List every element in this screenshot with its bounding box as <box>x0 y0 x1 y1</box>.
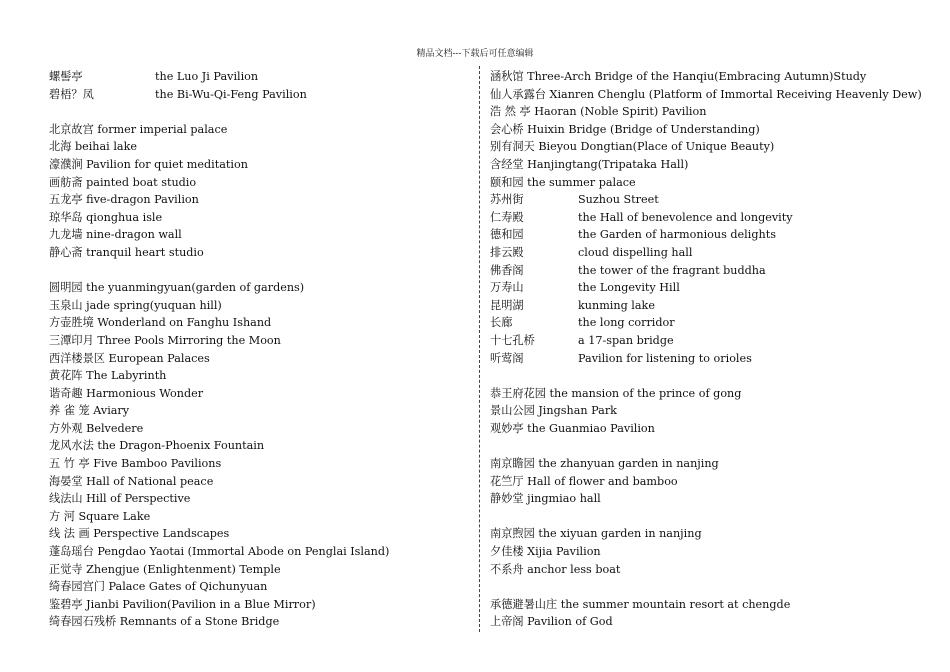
chinese-term: 谐奇趣 <box>49 386 83 400</box>
english-translation: a 17-span bridge <box>578 333 674 347</box>
glossary-entry <box>49 121 469 139</box>
glossary-entry <box>490 455 920 473</box>
chinese-term: 仙人承露台 <box>490 87 546 101</box>
chinese-term: 十七孔桥 <box>490 333 535 347</box>
glossary-entry <box>49 314 469 332</box>
glossary-entry <box>49 209 469 227</box>
blank-line <box>490 508 920 526</box>
english-translation: anchor less boat <box>523 562 621 576</box>
glossary-entry <box>490 314 920 332</box>
english-translation: painted boat studio <box>82 175 197 189</box>
glossary-entry <box>490 297 920 315</box>
glossary-entry <box>490 121 920 139</box>
glossary-entry <box>490 262 920 280</box>
glossary-entry <box>49 86 469 104</box>
glossary-entry <box>49 561 469 579</box>
glossary-entry <box>490 420 920 438</box>
english-translation: Hall of National peace <box>82 474 214 488</box>
glossary-entry <box>49 68 469 86</box>
chinese-term: 五龙亭 <box>49 193 83 207</box>
chinese-term: 五 竹 亭 <box>49 457 90 471</box>
english-translation: the Luo Ji Pavilion <box>155 70 259 83</box>
glossary-entry <box>49 156 469 174</box>
english-translation: Three-Arch Bridge of the Hanqiu(Embracing Autumn)Study <box>523 70 867 83</box>
english-translation: Pengdao Yaotai (Immortal Abode on Penglai Island) <box>93 545 390 559</box>
glossary-entry <box>490 350 920 368</box>
chinese-term: 方 河 <box>49 509 75 523</box>
english-translation: Bieyou Dongtian(Place of Unique Beauty) <box>534 140 775 154</box>
english-translation: the summer palace <box>523 175 636 189</box>
glossary-entry <box>490 156 920 174</box>
english-translation: Three Pools Mirroring the Moon <box>93 333 281 347</box>
english-translation: kunming lake <box>578 298 655 312</box>
chinese-term: 别有洞天 <box>490 140 535 154</box>
glossary-entry <box>490 279 920 297</box>
glossary-entry <box>49 174 469 192</box>
glossary-entry <box>49 402 469 420</box>
chinese-term: 上帝阁 <box>490 615 524 629</box>
english-translation: The Labyrinth <box>82 369 167 383</box>
english-translation: Hanjingtang(Tripataka Hall) <box>523 157 689 171</box>
english-translation: the tower of the fragrant buddha <box>578 263 766 277</box>
glossary-entry <box>49 437 469 455</box>
chinese-term: 会心桥 <box>490 122 524 136</box>
chinese-term: 濠濮涧 <box>49 157 83 171</box>
english-translation: Hill of Perspective <box>82 492 191 506</box>
english-translation: Aviary <box>89 404 130 418</box>
english-translation: the summer mountain resort at chengde <box>557 597 791 611</box>
glossary-entry <box>49 367 469 385</box>
glossary-entry <box>49 490 469 508</box>
chinese-term: 玉泉山 <box>49 298 83 312</box>
glossary-entry <box>490 244 920 262</box>
chinese-term: 承德避暑山庄 <box>490 597 558 611</box>
glossary-entry <box>49 543 469 561</box>
glossary-entry <box>490 525 920 543</box>
chinese-term: 含经堂 <box>490 157 524 171</box>
chinese-term: 涵秋馆 <box>490 70 524 83</box>
glossary-entry <box>490 174 920 192</box>
chinese-term: 圆明园 <box>49 281 83 295</box>
glossary-entry <box>490 561 920 579</box>
english-translation: the mansion of the prince of gong <box>545 386 742 400</box>
chinese-term: 浩 然 亭 <box>490 105 531 119</box>
chinese-term: 黄花阵 <box>49 369 83 383</box>
chinese-term: 长廊 <box>490 316 513 330</box>
chinese-term: 三潭印月 <box>49 333 94 347</box>
chinese-term: 鉴碧亭 <box>49 597 83 611</box>
right-column <box>490 68 920 631</box>
chinese-term: 不系舟 <box>490 562 524 576</box>
english-translation: qionghua isle <box>82 210 163 224</box>
glossary-entry <box>490 191 920 209</box>
glossary-entry <box>49 279 469 297</box>
chinese-term: 苏州街 <box>490 193 524 207</box>
english-translation: Palace Gates of Qichunyuan <box>104 580 268 594</box>
english-translation: Hall of flower and bamboo <box>523 474 678 488</box>
glossary-entry <box>49 525 469 543</box>
blank-line <box>490 437 920 455</box>
english-translation: the long corridor <box>578 316 675 330</box>
glossary-entry <box>490 385 920 403</box>
english-translation: Square Lake <box>74 509 151 523</box>
english-translation: Five Bamboo Pavilions <box>89 457 222 471</box>
glossary-entry <box>490 332 920 350</box>
chinese-term: 南京瞻园 <box>490 457 535 471</box>
chinese-term: 海晏堂 <box>49 474 83 488</box>
english-translation: Pavilion for listening to orioles <box>578 351 752 365</box>
english-translation: Pavilion for quiet meditation <box>82 157 248 171</box>
page-header: 精品文档---下载后可任意编辑 <box>416 49 534 59</box>
glossary-entry <box>490 473 920 491</box>
glossary-entry <box>490 226 920 244</box>
english-translation: the Dragon-Phoenix Fountain <box>93 439 265 453</box>
chinese-term: 线 法 画 <box>49 527 90 541</box>
english-translation: nine-dragon wall <box>82 228 182 242</box>
english-translation: the Garden of harmonious delights <box>578 228 776 242</box>
english-translation: Harmonious Wonder <box>82 386 204 400</box>
english-translation: the Bi-Wu-Qi-Feng Pavilion <box>155 87 307 101</box>
glossary-entry <box>490 613 920 631</box>
english-translation: Jianbi Pavilion(Pavilion in a Blue Mirror) <box>82 597 316 611</box>
english-translation: the xiyuan garden in nanjing <box>534 527 702 541</box>
english-translation: Huixin Bridge (Bridge of Understanding) <box>523 122 760 136</box>
english-translation: jingmiao hall <box>523 492 601 506</box>
blank-line <box>49 103 469 121</box>
chinese-term: 昆明湖 <box>490 298 524 312</box>
english-translation: the Longevity Hill <box>578 281 680 295</box>
chinese-term: 龙风水法 <box>49 439 94 453</box>
glossary-entry <box>490 402 920 420</box>
english-translation: former imperial palace <box>93 122 228 136</box>
english-translation: cloud dispelling hall <box>578 245 693 259</box>
glossary-entry <box>490 209 920 227</box>
glossary-entry <box>49 578 469 596</box>
chinese-term: 绮春园石残桥 <box>49 615 117 629</box>
glossary-entry <box>490 68 920 86</box>
glossary-entry <box>490 138 920 156</box>
english-translation: Xijia Pavilion <box>523 545 601 559</box>
chinese-term: 西洋楼景区 <box>49 351 105 365</box>
glossary-entry <box>490 490 920 508</box>
english-translation: five-dragon Pavilion <box>82 193 199 207</box>
english-translation: Belvedere <box>82 421 144 435</box>
english-translation: the Guanmiao Pavilion <box>523 421 655 435</box>
english-translation: Pavilion of God <box>523 615 613 629</box>
chinese-term: 景山公园 <box>490 404 535 418</box>
english-translation: the zhanyuan garden in nanjing <box>534 457 719 471</box>
left-column <box>49 68 469 631</box>
glossary-entry <box>49 596 469 614</box>
chinese-term: 听莺阁 <box>490 351 524 365</box>
chinese-term: 颐和园 <box>490 175 524 189</box>
column-divider <box>479 66 480 632</box>
chinese-term: 佛香阁 <box>490 263 524 277</box>
blank-line <box>490 578 920 596</box>
chinese-term: 北海 <box>49 140 72 154</box>
glossary-entry <box>49 350 469 368</box>
chinese-term: 养 雀 笼 <box>49 404 90 418</box>
chinese-term: 静心斋 <box>49 245 83 259</box>
glossary-entry <box>49 297 469 315</box>
english-translation: Haoran (Noble Spirit) Pavilion <box>530 105 707 119</box>
chinese-term: 九龙墙 <box>49 228 83 242</box>
glossary-entry <box>490 596 920 614</box>
glossary-entry <box>49 473 469 491</box>
english-translation: Remnants of a Stone Bridge <box>116 615 280 629</box>
glossary-entry <box>49 226 469 244</box>
glossary-entry <box>490 543 920 561</box>
chinese-term: 绮春园宫门 <box>49 580 105 594</box>
english-translation: European Palaces <box>104 351 210 365</box>
chinese-term: 观妙亭 <box>490 421 524 435</box>
glossary-entry <box>49 138 469 156</box>
chinese-term: 德和园 <box>490 228 524 242</box>
english-translation: tranquil heart studio <box>82 245 204 259</box>
blank-line <box>490 367 920 385</box>
chinese-term: 方外观 <box>49 421 83 435</box>
english-translation: jade spring(yuquan hill) <box>82 298 222 312</box>
glossary-entry <box>490 103 920 121</box>
english-translation: the Hall of benevolence and longevity <box>578 210 793 224</box>
chinese-term: 排云殿 <box>490 245 524 259</box>
glossary-entry <box>49 191 469 209</box>
chinese-term: 北京故宫 <box>49 122 94 136</box>
chinese-term: 花竺厅 <box>490 474 524 488</box>
chinese-term: 恭王府花园 <box>490 386 546 400</box>
chinese-term: 南京煦园 <box>490 527 535 541</box>
glossary-entry <box>49 455 469 473</box>
glossary-entry <box>490 86 920 104</box>
glossary-entry <box>49 420 469 438</box>
english-translation: the yuanmingyuan(garden of gardens) <box>82 281 305 295</box>
chinese-term: 螺髻亭 <box>49 70 83 83</box>
chinese-term: 夕佳楼 <box>490 545 524 559</box>
english-translation: Jingshan Park <box>534 404 617 418</box>
glossary-entry <box>49 508 469 526</box>
english-translation: Xianren Chenglu (Platform of Immortal Receiving Heavenly Dew) <box>545 87 922 101</box>
english-translation: beihai lake <box>71 140 137 154</box>
chinese-term: 碧梧？凤 <box>49 87 94 101</box>
glossary-entry <box>49 613 469 631</box>
chinese-term: 蓬岛瑶台 <box>49 545 94 559</box>
english-translation: Wonderland on Fanghu Ishand <box>93 316 272 330</box>
chinese-term: 琼华岛 <box>49 210 83 224</box>
glossary-entry <box>49 244 469 262</box>
english-translation: Suzhou Street <box>578 193 659 207</box>
chinese-term: 线法山 <box>49 492 83 506</box>
chinese-term: 方壶胜境 <box>49 316 94 330</box>
chinese-term: 静妙堂 <box>490 492 524 506</box>
glossary-entry <box>49 385 469 403</box>
blank-line <box>49 262 469 280</box>
english-translation: Perspective Landscapes <box>89 527 230 541</box>
chinese-term: 仁寿殿 <box>490 210 524 224</box>
english-translation: Zhengjue (Enlightenment) Temple <box>82 562 281 576</box>
chinese-term: 正觉寺 <box>49 562 83 576</box>
chinese-term: 画舫斋 <box>49 175 83 189</box>
glossary-entry <box>49 332 469 350</box>
chinese-term: 万寿山 <box>490 281 524 295</box>
